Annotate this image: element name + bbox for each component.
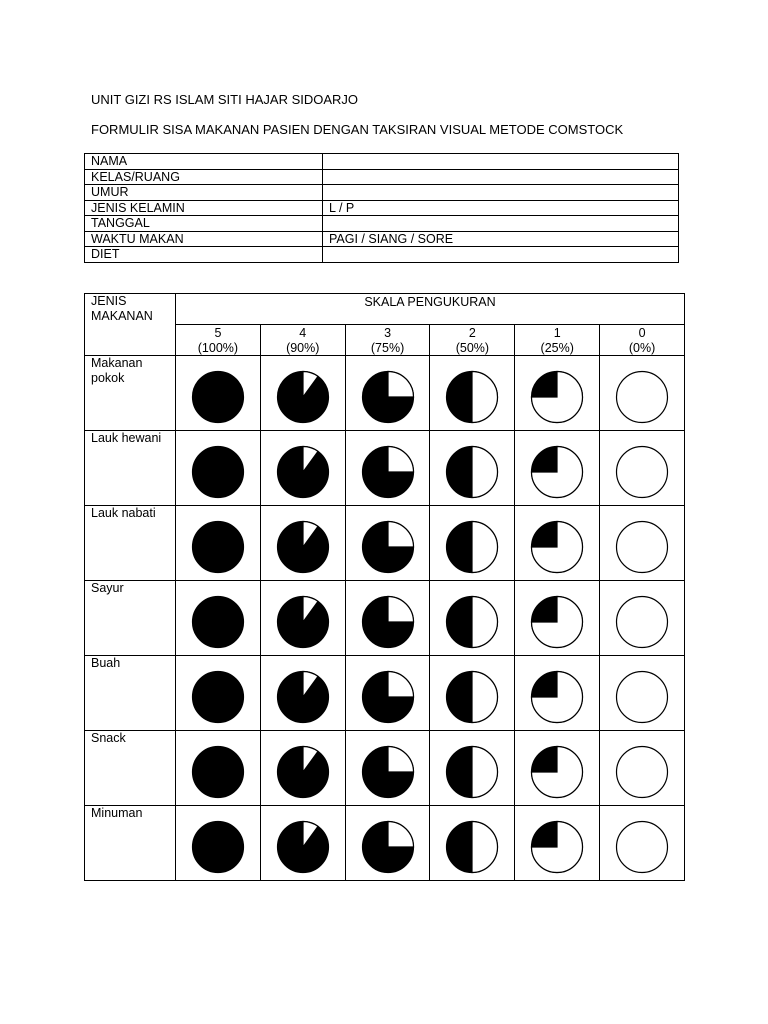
scale-option-cell[interactable] [430, 581, 515, 656]
scale-option-cell[interactable] [345, 506, 430, 581]
pie-remaining-wedge [388, 822, 414, 848]
scale-option-cell[interactable] [345, 806, 430, 881]
scale-option-cell[interactable] [345, 581, 430, 656]
food-row [85, 806, 685, 881]
pie-icon [444, 669, 500, 725]
pie-disc [192, 597, 243, 648]
scale-option-cell[interactable] [260, 431, 345, 506]
pie-icon [275, 444, 331, 500]
pie-disc [617, 522, 668, 573]
makanan-label: MAKANAN [91, 308, 153, 323]
scale-percent: (75%) [370, 340, 405, 355]
food-type-line1: Minuman [91, 806, 143, 820]
pie-icon [190, 519, 246, 575]
pie-remaining-wedge [472, 447, 498, 498]
pie-icon [360, 819, 416, 875]
food-type-line1: Buah [91, 656, 121, 670]
scale-option-cell[interactable] [430, 731, 515, 806]
info-value-field[interactable] [323, 185, 679, 201]
pie-icon [444, 819, 500, 875]
info-value-field[interactable]: L / P [323, 200, 679, 216]
scale-option-cell[interactable] [260, 506, 345, 581]
scale-score: 1 [553, 326, 561, 340]
pie-icon [190, 669, 246, 725]
info-label: DIET [85, 247, 323, 263]
food-type-label [85, 356, 176, 431]
scale-header-row [85, 294, 685, 325]
info-value-field[interactable] [323, 154, 679, 170]
scale-percent: (0%) [628, 340, 656, 355]
scale-score: 4 [299, 326, 307, 340]
pie-icon [275, 594, 331, 650]
pie-icon [444, 594, 500, 650]
pie-icon [360, 669, 416, 725]
pie-icon [190, 369, 246, 425]
scale-option-cell[interactable] [600, 506, 685, 581]
pie-icon [444, 744, 500, 800]
pie-disc [192, 447, 243, 498]
info-label: TANGGAL [85, 216, 323, 232]
scale-option-cell[interactable] [176, 431, 261, 506]
pie-icon [529, 444, 585, 500]
food-type-line1: Makanan [91, 356, 143, 370]
scale-option-cell[interactable] [260, 581, 345, 656]
pie-icon [444, 444, 500, 500]
jenis-label: JENIS [91, 294, 127, 308]
scale-option-cell[interactable] [345, 356, 430, 431]
scale-option-cell[interactable] [260, 731, 345, 806]
pie-icon [275, 519, 331, 575]
info-row-nama [85, 154, 679, 170]
info-value-field[interactable] [323, 169, 679, 185]
pie-icon [529, 669, 585, 725]
pie-icon [529, 594, 585, 650]
scale-option-cell[interactable] [176, 581, 261, 656]
scale-level-header [176, 325, 261, 356]
pie-icon [444, 369, 500, 425]
scale-option-cell[interactable] [430, 656, 515, 731]
scale-option-cell[interactable] [600, 731, 685, 806]
pie-disc [617, 747, 668, 798]
pie-disc [192, 747, 243, 798]
scale-option-cell[interactable] [260, 356, 345, 431]
pie-icon [360, 444, 416, 500]
info-label: KELAS/RUANG [85, 169, 323, 185]
info-label: WAKTU MAKAN [85, 231, 323, 247]
scale-option-cell[interactable] [260, 656, 345, 731]
pie-disc [617, 372, 668, 423]
food-row [85, 356, 685, 431]
pie-disc [192, 522, 243, 573]
scale-option-cell[interactable] [345, 731, 430, 806]
pie-icon [360, 369, 416, 425]
scale-option-cell[interactable] [176, 506, 261, 581]
info-row-kelas [85, 169, 679, 185]
pie-remaining-wedge [388, 672, 414, 698]
pie-icon [275, 744, 331, 800]
scale-percent: (90%) [286, 340, 320, 355]
pie-icon [190, 594, 246, 650]
pie-icon [614, 369, 670, 425]
pie-disc [192, 822, 243, 873]
scale-option-cell[interactable] [515, 506, 600, 581]
pie-icon [275, 669, 331, 725]
pie-disc [617, 822, 668, 873]
scale-option-cell[interactable] [176, 356, 261, 431]
scale-level-header [600, 325, 685, 356]
scale-option-cell[interactable] [430, 431, 515, 506]
scale-level-header [260, 325, 345, 356]
info-label: NAMA [85, 154, 323, 170]
pie-icon [444, 519, 500, 575]
scale-percent: (100%) [197, 340, 239, 355]
pie-icon [614, 444, 670, 500]
pie-icon [529, 744, 585, 800]
pie-icon [529, 819, 585, 875]
scale-option-cell[interactable] [430, 356, 515, 431]
pie-icon [614, 819, 670, 875]
food-type-line2: pokok [91, 371, 125, 385]
pie-icon [275, 819, 331, 875]
pie-remaining-wedge [472, 822, 498, 873]
scale-level-header [430, 325, 515, 356]
info-value-field[interactable] [323, 216, 679, 232]
scale-option-cell[interactable] [600, 806, 685, 881]
food-type-label [85, 431, 176, 506]
pie-remaining-wedge [472, 672, 498, 723]
pie-icon [360, 744, 416, 800]
pie-remaining-wedge [388, 747, 414, 773]
pie-icon [614, 594, 670, 650]
pie-disc [617, 447, 668, 498]
pie-remaining-wedge [388, 372, 414, 398]
pie-icon [360, 519, 416, 575]
jenis-makanan-header [85, 294, 176, 356]
info-row-umur [85, 185, 679, 201]
food-row [85, 731, 685, 806]
scale-percent: (50%) [455, 340, 490, 355]
info-value-field[interactable] [323, 247, 679, 263]
pie-remaining-wedge [472, 747, 498, 798]
patient-info-table [84, 153, 679, 263]
skala-pengukuran-header: SKALA PENGUKURAN [176, 294, 685, 325]
scale-score: 0 [638, 326, 646, 340]
scale-percent: (25%) [540, 340, 574, 355]
info-row-waktu-makan [85, 231, 679, 247]
info-value-field[interactable]: PAGI / SIANG / SORE [323, 231, 679, 247]
pie-icon [614, 744, 670, 800]
food-row [85, 431, 685, 506]
pie-remaining-wedge [388, 522, 414, 548]
scale-option-cell[interactable] [345, 431, 430, 506]
pie-disc [617, 672, 668, 723]
pie-remaining-wedge [472, 372, 498, 423]
food-row [85, 656, 685, 731]
pie-remaining-wedge [388, 447, 414, 473]
pie-disc [617, 597, 668, 648]
scale-score: 5 [214, 326, 222, 340]
food-type-label [85, 581, 176, 656]
scale-score: 3 [384, 326, 392, 340]
comstock-scale-table [84, 293, 685, 881]
scale-option-cell[interactable] [430, 506, 515, 581]
pie-disc [192, 672, 243, 723]
form-title: FORMULIR SISA MAKANAN PASIEN DENGAN TAKSIRAN VISUAL METODE COMSTOCK [91, 122, 624, 137]
pie-icon [529, 519, 585, 575]
pie-disc [192, 372, 243, 423]
pie-icon [190, 819, 246, 875]
scale-option-cell[interactable] [600, 431, 685, 506]
scale-option-cell[interactable] [430, 806, 515, 881]
food-type-line1: Lauk hewani [91, 431, 162, 445]
scale-option-cell[interactable] [600, 581, 685, 656]
food-type-line1: Snack [91, 731, 126, 745]
info-label: JENIS KELAMIN [85, 200, 323, 216]
unit-title: UNIT GIZI RS ISLAM SITI HAJAR SIDOARJO [91, 92, 359, 107]
info-row-tanggal [85, 216, 679, 232]
food-type-line1: Sayur [91, 581, 124, 595]
scale-option-cell[interactable] [345, 656, 430, 731]
pie-icon [190, 444, 246, 500]
pie-remaining-wedge [472, 597, 498, 648]
scale-option-cell[interactable] [176, 656, 261, 731]
scale-score: 2 [468, 326, 476, 340]
scale-option-cell[interactable] [515, 806, 600, 881]
scale-option-cell[interactable] [515, 731, 600, 806]
pie-icon [614, 669, 670, 725]
scale-option-cell[interactable] [600, 656, 685, 731]
scale-option-cell[interactable] [515, 656, 600, 731]
scale-option-cell[interactable] [600, 356, 685, 431]
food-type-label [85, 731, 176, 806]
food-type-line1: Lauk nabati [91, 506, 156, 520]
pie-remaining-wedge [472, 522, 498, 573]
food-type-label [85, 506, 176, 581]
pie-icon [529, 369, 585, 425]
scale-option-cell[interactable] [176, 731, 261, 806]
pie-icon [360, 594, 416, 650]
pie-remaining-wedge [388, 597, 414, 623]
food-row [85, 581, 685, 656]
scale-option-cell[interactable] [515, 356, 600, 431]
food-type-label [85, 806, 176, 881]
pie-icon [190, 744, 246, 800]
info-label: UMUR [85, 185, 323, 201]
pie-icon [614, 519, 670, 575]
scale-option-cell[interactable] [260, 806, 345, 881]
scale-option-cell[interactable] [176, 806, 261, 881]
info-row-diet [85, 247, 679, 263]
info-row-jenis-kelamin [85, 200, 679, 216]
food-type-label [85, 656, 176, 731]
scale-level-header [515, 325, 600, 356]
scale-option-cell[interactable] [515, 431, 600, 506]
scale-option-cell[interactable] [515, 581, 600, 656]
food-row [85, 506, 685, 581]
scale-level-header [345, 325, 430, 356]
pie-icon [275, 369, 331, 425]
